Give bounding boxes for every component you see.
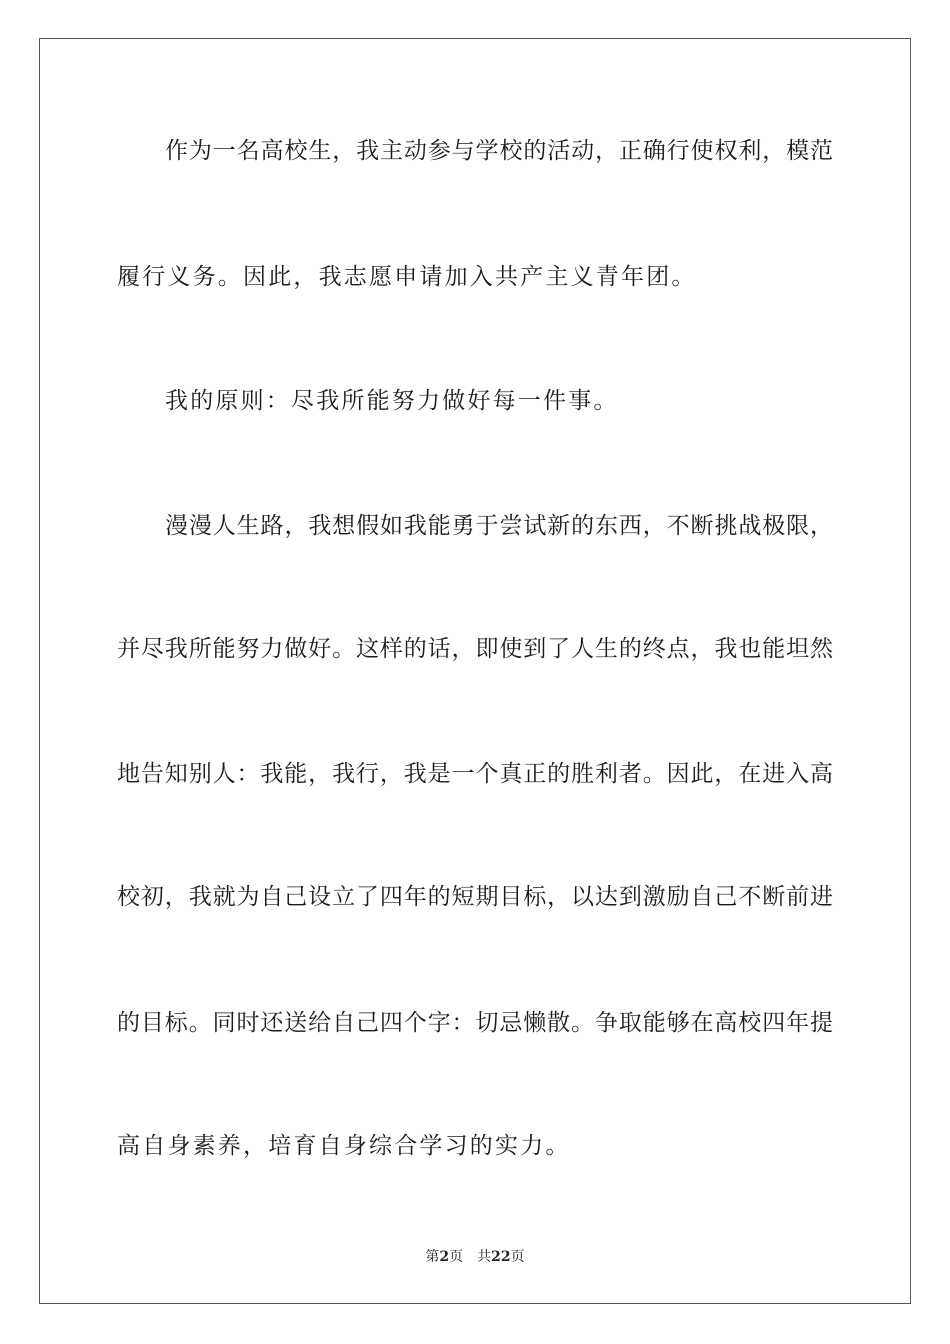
paragraph-1-line-2: 履行义务。因此，我志愿申请加入共产主义青年团。	[117, 264, 697, 290]
paragraph-3-line-1: 漫漫人生路，我想假如我能勇于尝试新的东西，不断挑战极限，	[165, 513, 833, 539]
page-footer	[0, 1247, 950, 1267]
paragraph-3-line-6: 高自身素养，培育自身综合学习的实力。	[117, 1133, 571, 1159]
paragraph-3-line-4: 校初，我就为自己设立了四年的短期目标，以达到激励自己不断前进	[117, 884, 833, 910]
page-suffix: 页	[449, 1249, 464, 1265]
page-number: 2	[439, 1249, 450, 1265]
page-border	[39, 38, 911, 1304]
paragraph-2-line-1: 我的原则：尽我所能努力做好每一件事。	[165, 388, 619, 414]
total-suffix: 页	[510, 1249, 525, 1265]
page-prefix: 第	[425, 1249, 440, 1265]
total-prefix: 共	[477, 1249, 492, 1265]
paragraph-3-line-5: 的目标。同时还送给自己四个字：切忌懒散。争取能够在高校四年提	[117, 1010, 833, 1036]
paragraph-3-line-3: 地告知别人：我能，我行，我是一个真正的胜利者。因此，在进入高	[117, 761, 833, 787]
paragraph-3-line-2: 并尽我所能努力做好。这样的话，即使到了人生的终点，我也能坦然	[117, 636, 833, 662]
total-pages: 22	[491, 1249, 511, 1265]
paragraph-1-line-1: 作为一名高校生，我主动参与学校的活动，正确行使权利，模范	[165, 138, 833, 164]
